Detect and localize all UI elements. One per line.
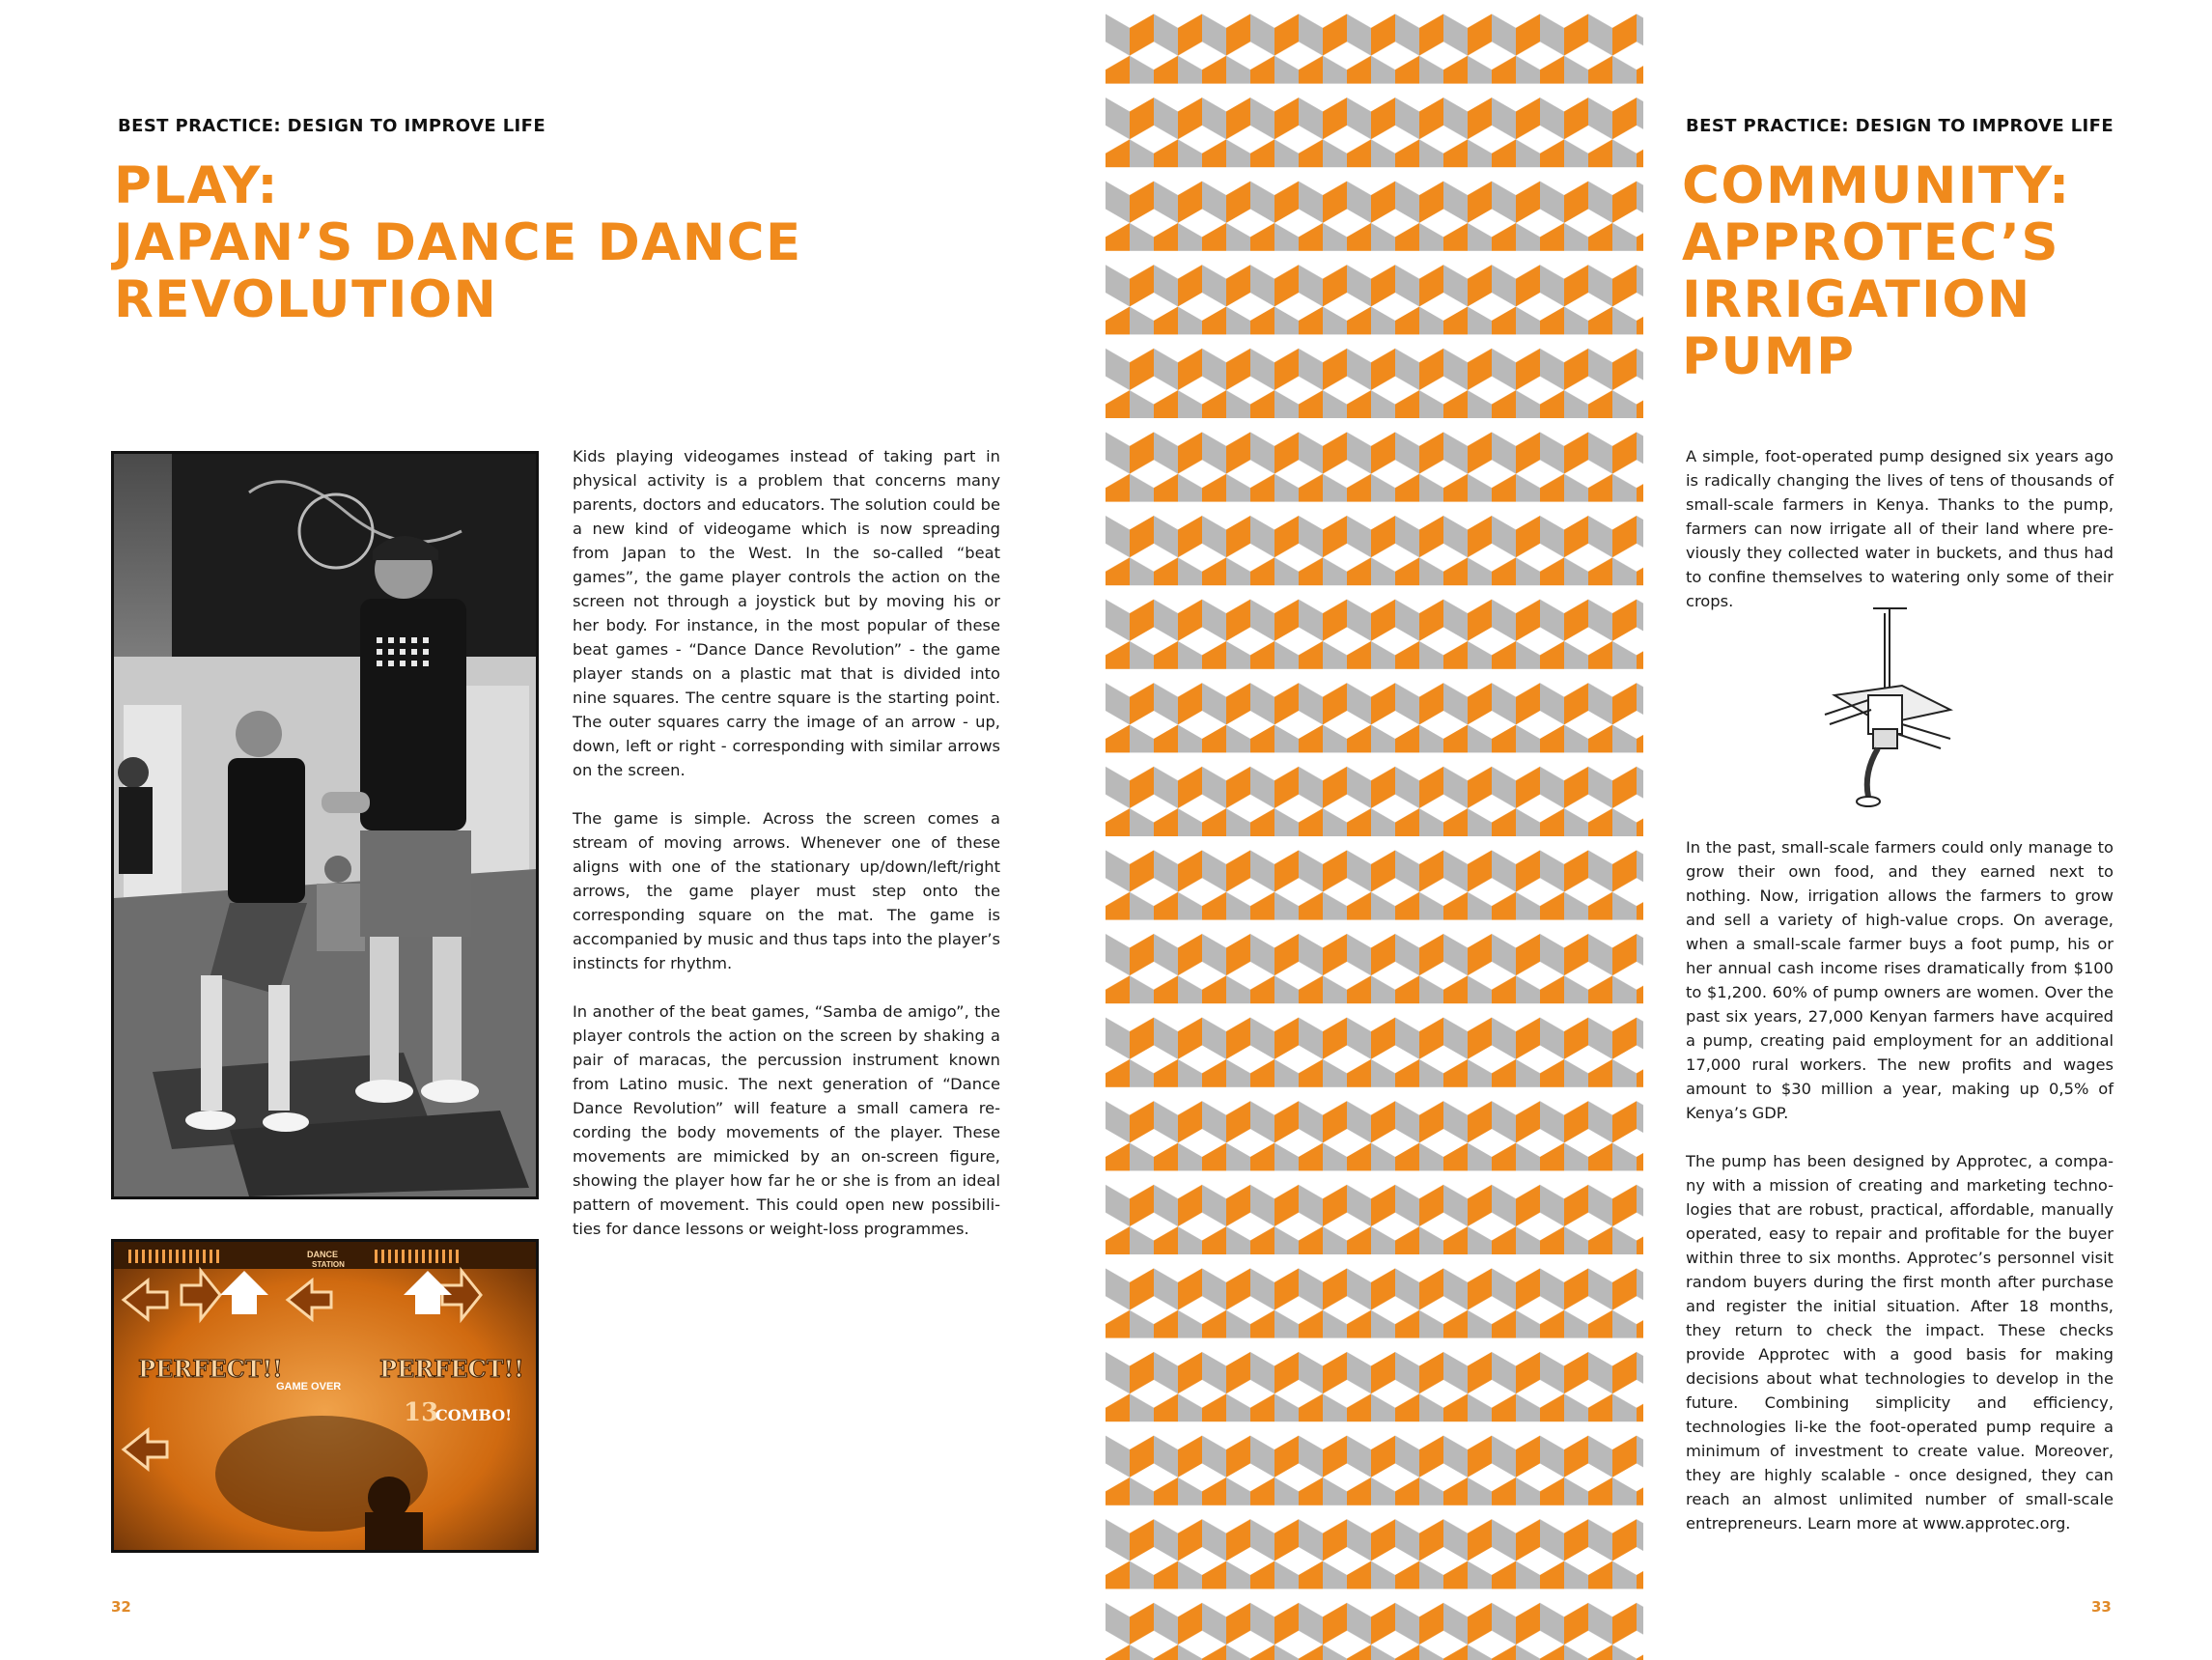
right-kicker: BEST PRACTICE: DESIGN TO IMPROVE LIFE: [1686, 116, 2114, 136]
right-headline-line: IRRIGATION: [1682, 270, 2031, 329]
game-over-text: GAME OVER: [276, 1381, 342, 1393]
left-headline-line: JAPAN’S DANCE DANCE: [114, 213, 802, 272]
dance-photo-illustration: [114, 454, 536, 1196]
right-headline-line: APPROTEC’S: [1682, 213, 2060, 272]
left-kicker: BEST PRACTICE: DESIGN TO IMPROVE LIFE: [118, 116, 546, 136]
left-headline-line: PLAY:: [114, 156, 280, 215]
left-paragraph: In another of the beat games, “Samba de amigo”, the player controls the action on the screen by shaking a pair of maracas, the percussion instrument known from Latino music. The next generation of “Dance Dance Revolution” will feature a small camera re-cording the body movements of the player. These movements are mimicked by an on-screen figure, showing the player how far he or she is from an ideal pattern of movement. This could open new possibili-ties for dance lessons or weight-loss programmes.: [573, 1002, 1000, 1238]
foot-pump-drawing: [1815, 604, 1955, 816]
right-body-text: [1686, 835, 2114, 1560]
left-headline-line: REVOLUTION: [114, 270, 498, 329]
game-logo-bottom: STATION: [312, 1260, 345, 1269]
combo-label: COMBO!: [435, 1406, 513, 1424]
right-intro-paragraph: A simple, foot-operated pump designed six years ago is radically changing the lives of tens of thousands of small-scale farmers in Kenya. Thanks to the pump, farmers can now irrigate all of their land where pre-viously they collected water in buckets, and thus had to confine themselves to watering only some of their crops.: [1686, 447, 2114, 610]
left-headline: [114, 157, 802, 328]
game-screen-illustration: [114, 1242, 536, 1550]
left-body-text: [573, 444, 1000, 1265]
right-headline: [1682, 157, 2071, 385]
right-paragraph: In the past, small-scale farmers could only manage to grow their own food, and they earned next to nothing. Now, irrigation allows the farmers to grow and sell a variety of high-value crops. On average, when a small-scale farmer buys a foot pump, his or her annual cash income rises dramatically from $100 to $1,200. 60% of pump owners are women. Over the past six years, 27,000 Kenyan farmers have acquired a pump, creating paid employment for an additional 17,000 rural workers. The new profits and wages amount to $30 million a year, making up 0,5% of Kenya’s GDP.: [1686, 838, 2114, 1122]
game-logo-top: DANCE: [307, 1250, 339, 1259]
judgement-right: PERFECT!!: [379, 1355, 524, 1383]
left-paragraph: Kids playing videogames instead of taking part in physical activity is a problem that concerns many parents, doctors and educators. The solution could be a new kind of videogame which is now spreading from Japan to the West. In the so-called “beat games”, the game player controls the action on the screen not through a joystick but by moving his or her body. For instance, in the most popular of these beat games - “Dance Dance Revolution” - the game player stands on a plastic mat that is divided into nine squares. The centre square is the starting point. The outer squares carry the image of an arrow - up, down, left or right - corresponding with similar arrows on the screen.: [573, 447, 1000, 779]
left-page-number: 32: [111, 1598, 131, 1616]
combo-count: 13: [404, 1398, 439, 1427]
right-page-number: 33: [2091, 1598, 2112, 1616]
right-headline-line: COMMUNITY:: [1682, 156, 2071, 215]
dance-photo: [111, 451, 539, 1199]
game-screen-photo: [111, 1239, 539, 1553]
judgement-left: PERFECT!!: [138, 1355, 283, 1383]
right-paragraph: The pump has been designed by Approtec, a compa-ny with a mission of creating and marketing techno-logies that are robust, practical, affordable, manually operated, easy to repair and profitable for the buyer within three to six months. Approtec’s personnel visit random buyers during the first month after purchase and register the initial situation. After 18 months, they return to check the impact. These checks provide Approtec with a good basis for making decisions about what technologies to develop in the future. Combining simplicity and efficiency, technologies li-ke the foot-operated pump require a minimum of investment to create value. Moreover, they are highly scalable - once designed, they can reach an almost unlimited number of small-scale entrepreneurs. Learn more at www.approtec.org.: [1686, 1152, 2114, 1533]
cube-pattern-strip: [1106, 0, 1643, 1660]
left-paragraph: The game is simple. Across the screen comes a stream of moving arrows. Whenever one of these aligns with one of the stationary up/down/left/right arrows, the game player must step onto the corresponding square on the mat. The game is accompanied by music and thus taps into the player’s instincts for rhythm.: [573, 809, 1000, 972]
right-headline-line: PUMP: [1682, 327, 1856, 386]
